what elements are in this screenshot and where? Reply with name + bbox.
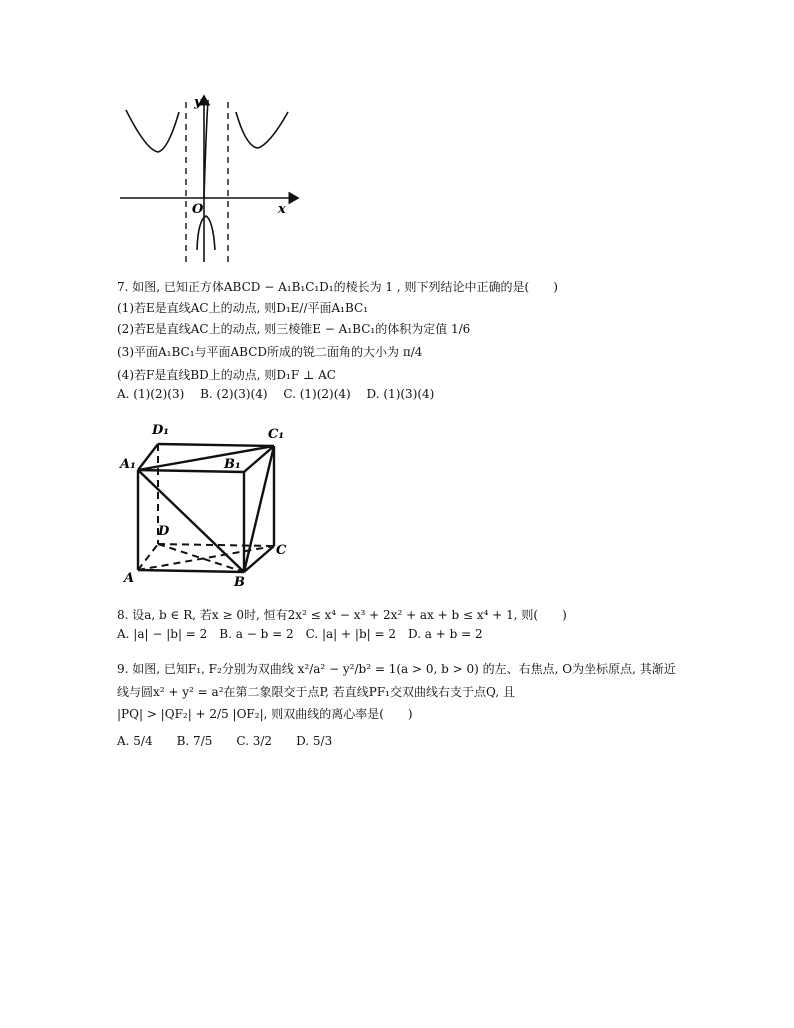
q9-stem-line-1: 9. 如图, 已知F₁, F₂分别为双曲线 x²/a² − y²/b² = 1(a > 0, b > 0) 的左、右焦点, O为坐标原点, 其渐近 <box>117 662 676 676</box>
curve-right-branch <box>236 112 288 148</box>
origin-label: O <box>192 202 204 217</box>
vertex-C: C <box>276 543 287 558</box>
curve-middle-branch <box>197 216 215 250</box>
vertex-A: A <box>124 571 135 586</box>
vertex-C1: C₁ <box>268 427 285 442</box>
vertex-A1: A₁ <box>120 457 136 472</box>
q7-options: A. (1)(2)(3) B. (2)(3)(4) C. (1)(2)(4) D. (1)(3)(4) <box>117 387 435 401</box>
q7-statement-2: (2)若E是直线AC上的动点, 则三棱锥E − A₁BC₁的体积为定值 1/6 <box>117 322 471 336</box>
q9-stem-line-3: |PQ| > |QF₂| + 2/5 |OF₂|, 则双曲线的离心率是( ) <box>117 707 413 721</box>
y-axis-label: y <box>194 95 202 110</box>
vertex-B1: B₁ <box>224 457 241 472</box>
q9-options: A. 5/4 B. 7/5 C. 3/2 D. 5/3 <box>117 734 333 748</box>
function-graph <box>118 92 303 264</box>
q7-statement-4: (4)若F是直线BD上的动点, 则D₁F ⊥ AC <box>117 368 336 382</box>
q7-statement-3: (3)平面A₁BC₁与平面ABCD所成的锐二面角的大小为 π/4 <box>117 345 423 359</box>
curve-left-branch <box>126 110 179 152</box>
q8-options: A. |a| − |b| = 2 B. a − b = 2 C. |a| + |b| = 2 D. a + b = 2 <box>117 627 483 641</box>
q7-statement-1: (1)若E是直线AC上的动点, 则D₁E//平面A₁BC₁ <box>117 301 369 315</box>
x-axis-label: x <box>278 202 286 217</box>
q9-stem-line-2: 线与圆x² + y² = a²在第二象限交于点P, 若直线PF₁交双曲线右支于点Q, 且 <box>117 685 515 699</box>
q8-stem: 8. 设a, b ∈ R, 若x ≥ 0时, 恒有2x² ≤ x⁴ − x³ + 2x² + ax + b ≤ x⁴ + 1, 则( ) <box>117 608 567 622</box>
q7-stem: 7. 如图, 已知正方体ABCD − A₁B₁C₁D₁的棱长为 1 , 则下列结论中正确的是( ) <box>117 280 558 294</box>
vertex-D: D <box>158 524 170 539</box>
cube-figure <box>118 420 298 592</box>
vertex-D1: D₁ <box>152 423 169 438</box>
vertex-B: B <box>234 575 245 590</box>
